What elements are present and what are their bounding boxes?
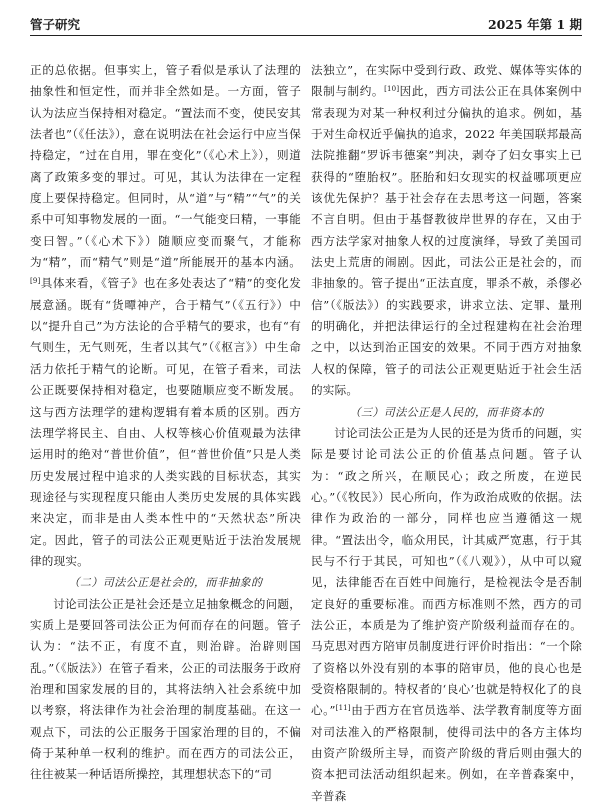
paragraph: 讨论司法公正是社会还是立足抽象概念的问题，实质上是要回答司法公正为何而存在的问题。管子认为：“法不正，有度不直，则治辟。治辟则国乱。”（《版法》）在管子看来，公正的司法服务于政府治理和国家发展的目的，其将法纳入社会系统中加以考察，将法律作为社会治理的制度基础。在这一观点下，司法的公正服务于国家治理的目的，不偏倚于某种单一权利的维护。而在西方的司法公正，往往被某一种话语所操控，其理想状态下的“司: [30, 596, 301, 782]
paragraph-text: 法独立”，在实际中受到行政、政党、媒体等实体的限制与制约。: [311, 63, 582, 99]
left-column: [30, 60, 301, 788]
paragraph: [30, 60, 301, 572]
paragraph-text: 由于西方在官员选举、法学教育制度等方面对司法准入的严格限制，使得司法中的各方主体均由资产阶级所主导，而资产阶级的背后则由强大的资本把司法活动组织起来。例如，在辛普森案中，辛普森: [311, 703, 582, 803]
issue-label: 2025 年第 1 期: [487, 17, 582, 32]
journal-title: 管子研究: [30, 17, 81, 32]
section-heading: （三）司法公正是人民的，而非资本的: [349, 405, 544, 419]
footnote-ref: [11]: [335, 704, 351, 713]
paragraph: [311, 423, 582, 807]
paragraph-text: 讨论司法公正是为人民的还是为货币的问题，实际是要讨论司法公正的价值基点问题。管子认为：“政之所兴，在顺民心；政之所废，在逆民心。”（《牧民》）民心所向，作为政治成败的依据。法律作为政治的一部分，同样也应当遵循这一规律。“置法出令，临众用民，计其威严宽惠，行于其民与不行于其民，可知也”（《八观》），从中可以窥见，法律能否在百姓中间施行，是检视法令是否制定良好的重要标准。而西方标准则不然，西方的司法公正，本质是为了维护资产阶级利益而存在的。马克思对西方陪审员制度进行评价时指出：“一个除了资格以外没有别的本事的陪审员，他的良心也是受资格限制的。特权者的‘良心’也就是特权化了的良心。”: [311, 425, 582, 718]
footnote-ref: [9]: [30, 277, 41, 286]
paragraph-text: 正的总依据。但事实上，管子看似是承认了法理的抽象性和恒定性，而并非全然如是。一方面，管子认为法应当保持相对稳定。“置法而不变，使民安其法者也”（《任法》），意在说明法在社会运行中应当保持稳定，“过在自用，罪在变化”（《心术上》），则道离了政策多变的罪过。可见，其认为法律在一定程度上要保持稳定。但同时，从“道”与“精”“气”的关系中可知事物发展的一面。“一气能变曰精，一事能变曰智。”（《心术下》）随顺应变而聚气，才能称为“精”，而“精气”则是“道”所能展开的基本内涵。: [30, 63, 301, 270]
running-header: [30, 14, 582, 36]
paragraph-text: 因此，西方司法公正在具体案例中常表现为对某一种权利过分偏执的追求。例如，基于对生命权近乎偏执的追求，2022 年美国联邦最高法院推翻“罗诉韦德案”判决，剥夺了妇女事实上已获得的“堕胎权”。胚胎和妇女现实的权益哪项更应该优先保护？基于社会存在去思考这一问题，答案不言自明。但由于基督教彼岸世界的存在，又由于西方法学家对抽象人权的过度演绎，导致了美国司法史上荒唐的闹剧。因此，司法公正是社会的，而非抽象的。管子提出“正法直度，罪杀不赦，杀僇必信”（《版法》）的实践要求，讲求立法、定罪、量刑的明确化，并把法律运行的全过程建构在社会治理之中，以达到治正国安的效果。不同于西方对抽象人权的保障，管子的司法公正观更贴近于社会生活的实际。: [311, 84, 582, 398]
footnote-ref: [10]: [384, 85, 400, 94]
section-heading: （二）司法公正是社会的，而非抽象的: [68, 576, 263, 590]
paragraph-text: 具体来看，《管子》也在多处表达了“精”的变化发展意涵。既有“货曋神产，合于精气”（《五行》）中以“提升自己”为方法论的合乎精气的要求，也有“有气则生，无气则死，生者以其气”（《枢言》）中生命活力依托于精气的论断。可见，在管子看来，司法公正既要保持相对稳定，也要随顺应变不断发展。这与西方法理学的建构逻辑有着本质的区别。西方法理学将民主、自由、人权等核心价值观最为法律运用时的绝对“普世价值”，但“普世价值”只是人类历史发展过程中追求的人类实践的目标状态，其实现途径与实现程度只能由人类历史发展的具体实践来决定，而非是由人类本性中的“天然状态”所决定。因此，管子的司法公正观更贴近于法治发展规律的现实。: [30, 276, 301, 568]
right-column: [311, 60, 582, 803]
paragraph: [311, 60, 582, 402]
